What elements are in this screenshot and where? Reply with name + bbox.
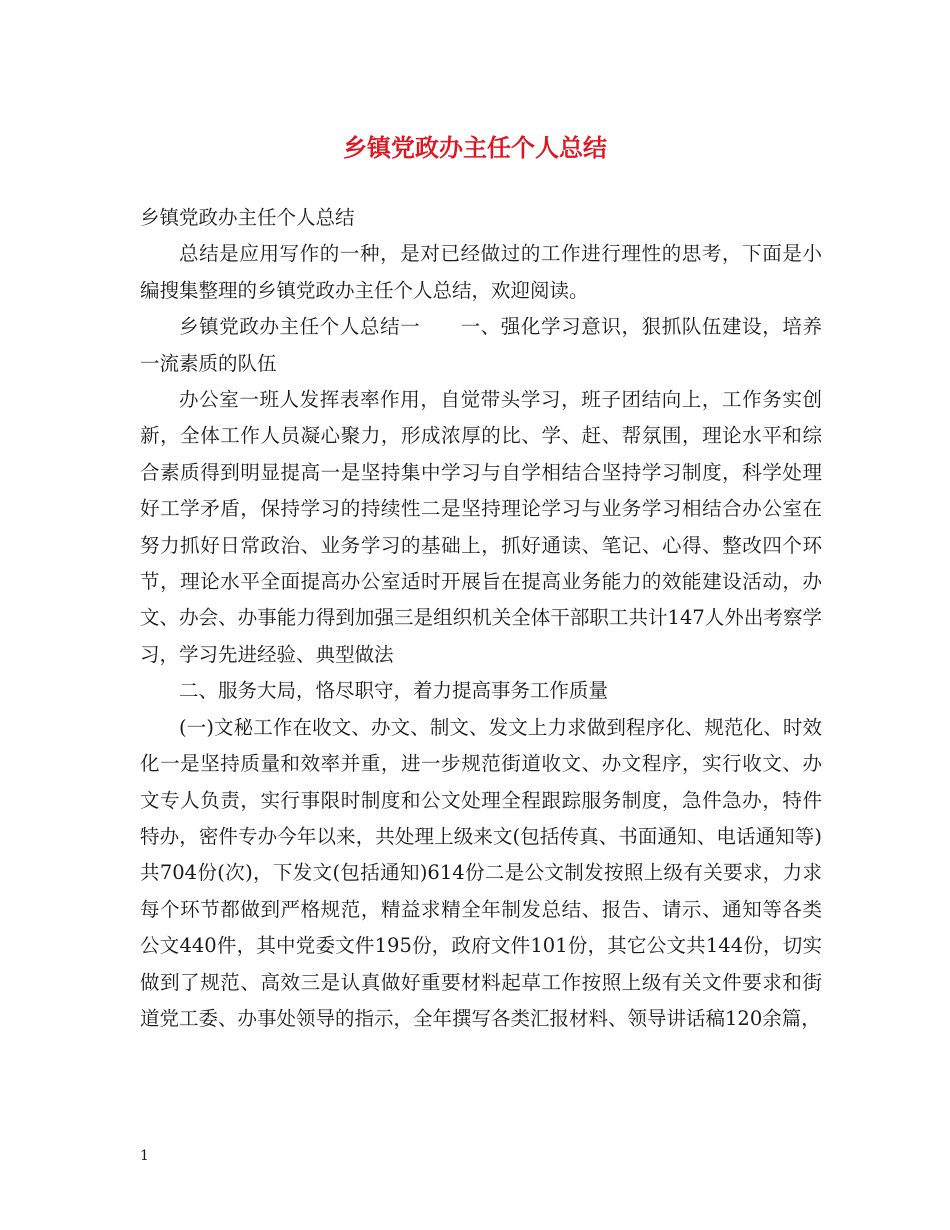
paragraph-study: 办公室一班人发挥表率作用，自觉带头学习，班子团结向上，工作务实创新，全体工作人员凝心聚力，形成浓厚的比、学、赶、帮氛围，理论水平和综合素质得到明显提高一是坚持集中学习与自学相结合坚持学习制度，科学处理好工学矛盾，保持学习的持续性二是坚持理论学习与业务学习相结合办公室在努力抓好日常政治、业务学习的基础上，抓好通读、笔记、心得、整改四个环节，理论水平全面提高办公室适时开展旨在提高业务能力的效能建设活动，办文、办会、办事能力得到加强三是组织机关全体干部职工共计147人外出考察学习，学习先进经验、典型做法 <box>140 388 822 666</box>
document-body <box>140 200 822 1037</box>
page-number: 1 <box>140 1148 149 1164</box>
paragraph-section-two: 二、服务大局，恪尽职守，着力提高事务工作质量 <box>179 679 609 703</box>
paragraph-secretarial-work: (一)文秘工作在收文、办文、制文、发文上力求做到程序化、规范化、时效化一是坚持质量和效率并重，进一步规范街道收文、办文程序，实行收文、办文专人负责，实行事限时制度和公文处理全程跟踪服务制度，急件急办，特件特办，密件专办今年以来，共处理上级来文(包括传真、书面通知、电话通知等)共704份(次)，下发文(包括通知)614份二是公文制发按照上级有关要求，力求每个环节都做到严格规范，精益求精全年制发总结、报告、请示、通知等各类公文440件，其中党委文件195份，政府文件101份，其它公文共144份，切实做到了规范、高效三是认真做好重要材料起草工作按照上级有关文件要求和街道党工委、办事处领导的指示，全年撰写各类汇报材料、领导讲话稿120余篇， <box>140 715 822 1030</box>
paragraph-heading: 乡镇党政办主任个人总结 <box>140 206 355 229</box>
paragraph-section-one: 乡镇党政办主任个人总结一 一、强化学习意识，狠抓队伍建设，培养一流素质的队伍 <box>140 315 822 375</box>
document-title: 乡镇党政办主任个人总结 <box>343 134 607 162</box>
paragraph-intro: 总结是应用写作的一种，是对已经做过的工作进行理性的思考，下面是小编搜集整理的乡镇党政办主任个人总结，欢迎阅读。 <box>140 242 822 302</box>
